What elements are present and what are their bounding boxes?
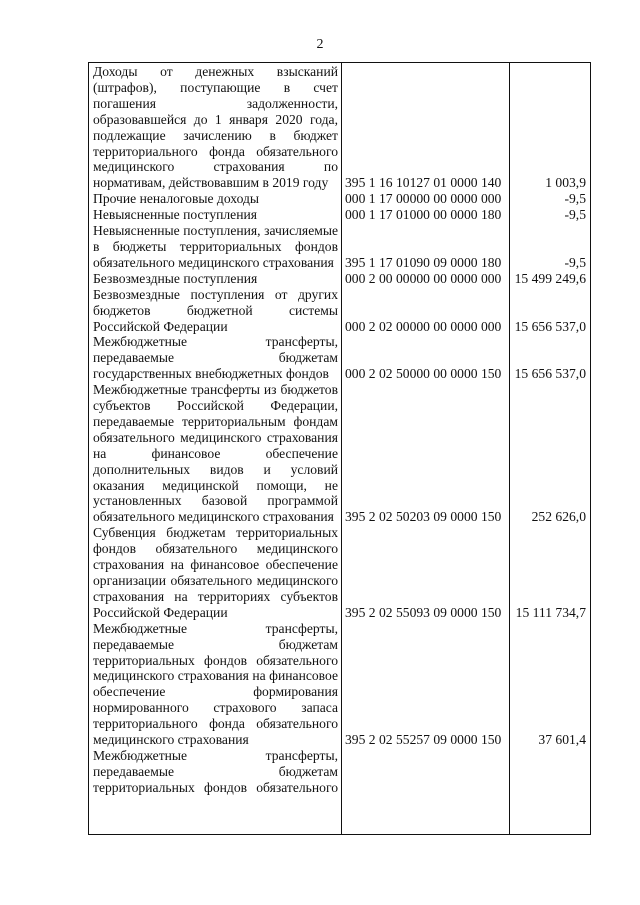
row-code: 000 2 02 00000 00 0000 000	[345, 318, 502, 334]
row-amount: 37 601,4	[538, 732, 586, 748]
page-number: 2	[316, 37, 324, 52]
revenue-table	[88, 62, 591, 835]
row-name: Межбюджетные трансферты, передаваемые бюджетам государственных внебюджетных фондов	[93, 334, 338, 382]
row-code: 395 1 16 10127 01 0000 140	[345, 175, 502, 191]
row-name: Доходы от денежных взысканий (штрафов), поступающие в счет погашения задолженности, образовавшейся до 1 января 2020 года, подлежащие зачислению в бюджет территориального фонда обязательного медицинского страхования по нормативам, действовавшим в 2019 году	[93, 64, 338, 191]
row-code: 395 2 02 55093 09 0000 150	[345, 604, 502, 620]
table-row	[89, 223, 591, 271]
row-amount: 15 656 537,0	[514, 366, 586, 382]
table-row	[89, 64, 591, 191]
row-name: Прочие неналоговые доходы	[93, 191, 260, 207]
row-amount: 252 626,0	[531, 509, 586, 525]
table-row	[89, 748, 591, 796]
row-amount: 15 656 537,0	[514, 318, 586, 334]
table-row	[89, 271, 591, 287]
row-code: 000 2 00 00000 00 0000 000	[345, 270, 502, 286]
row-name: Межбюджетные трансферты, передаваемые бюджетам территориальных фондов обязательного медицинского страхования на финансовое обеспечение формирования нормированного страхового запаса территориального фонда обязательного медицинского страхования	[93, 620, 338, 748]
row-amount: -9,5	[564, 191, 586, 207]
row-name: Безвозмездные поступления	[93, 270, 258, 286]
row-amount: 1 003,9	[545, 175, 586, 191]
table-row	[89, 207, 591, 223]
row-code: 000 1 17 00000 00 0000 000	[345, 191, 502, 207]
row-code: 395 2 02 55257 09 0000 150	[345, 732, 502, 748]
row-amount: 15 499 249,6	[514, 270, 586, 286]
row-code: 395 1 17 01090 09 0000 180	[345, 254, 502, 270]
row-name: Невыясненные поступления	[93, 207, 258, 223]
row-name: Межбюджетные трансферты из бюджетов субъектов Российской Федерации, передаваемые территориальным фондам обязательного медицинского страхования на финансовое обеспечение дополнительных видов и условий оказания медицинской помощи, не установленных базовой программой обязательного медицинского страхования	[93, 382, 338, 525]
table-row	[89, 191, 591, 207]
row-code: 395 2 02 50203 09 0000 150	[345, 509, 502, 525]
table-row	[89, 287, 591, 335]
table-rows	[89, 64, 591, 796]
table-row	[89, 334, 591, 382]
row-name: Межбюджетные трансферты, передаваемые бюджетам территориальных фондов обязательного	[93, 747, 338, 795]
row-name: Субвенция бюджетам территориальных фондов обязательного медицинского страхования на финансовое обеспечение организации обязательного медицинского страхования на территориях субъектов Российской Федерации	[93, 525, 338, 620]
row-amount: 15 111 734,7	[515, 604, 586, 620]
table-row	[89, 382, 591, 525]
row-name: Невыясненные поступления, зачисляемые в бюджеты территориальных фондов обязательного медицинского страхования	[93, 223, 338, 270]
table-row	[89, 621, 591, 748]
row-amount: -9,5	[564, 207, 586, 223]
table-row	[89, 525, 591, 620]
row-code: 000 1 17 01000 00 0000 180	[345, 207, 502, 223]
row-name: Безвозмездные поступления от других бюджетов бюджетной системы Российской Федерации	[93, 286, 338, 334]
row-code: 000 2 02 50000 00 0000 150	[345, 366, 502, 382]
row-amount: -9,5	[564, 254, 586, 270]
